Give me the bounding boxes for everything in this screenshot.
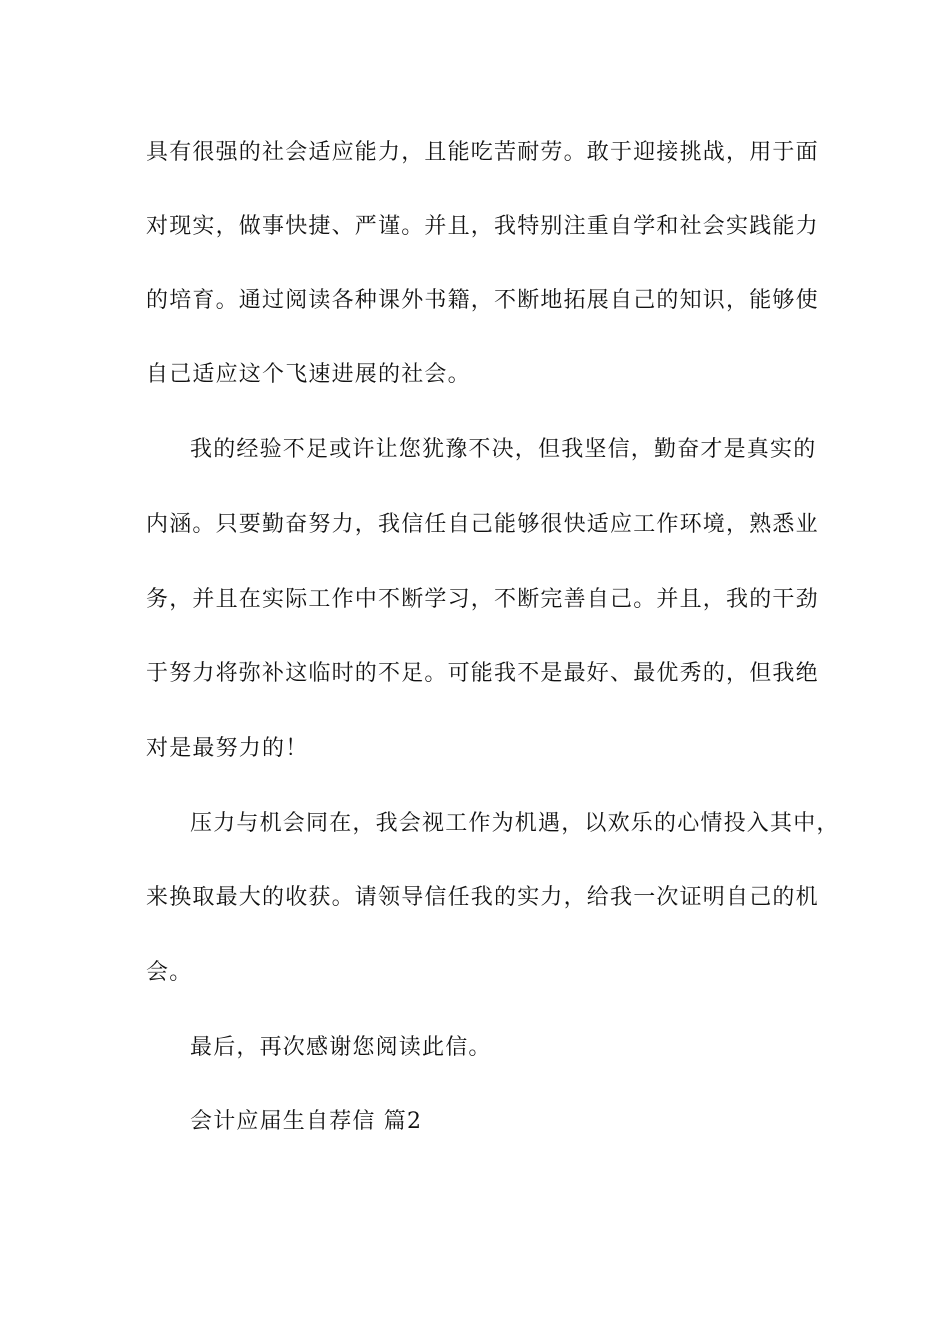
text-line: 对是最努力的！ — [146, 736, 309, 761]
text-line: 内涵。只要勤奋努力，我信任自己能够很快适应工作环境，熟悉业 — [146, 512, 819, 537]
text-line: 自己适应这个飞速进展的社会。 — [146, 362, 471, 387]
paragraph-start-line: 我的经验不足或许让您犹豫不决，但我坚信，勤奋才是真实的 — [190, 437, 817, 462]
text-line: 务，并且在实际工作中不断学习，不断完善自己。并且，我的干劲 — [146, 587, 819, 612]
text-line: 的培育。通过阅读各种课外书籍，不断地拓展自己的知识，能够使 — [146, 288, 819, 313]
text-line: 对现实，做事快捷、严谨。并且，我特别注重自学和社会实践能力 — [146, 214, 819, 239]
text-line: 会。 — [146, 960, 193, 985]
section-heading: 会计应届生自荐信 篇2 — [190, 1109, 423, 1134]
text-line: 于努力将弥补这临时的不足。可能我不是最好、最优秀的，但我绝 — [146, 661, 819, 686]
paragraph-start-line: 压力与机会同在，我会视工作为机遇，以欢乐的心情投入其中， — [190, 811, 840, 836]
closing-line: 最后，再次感谢您阅读此信。 — [190, 1035, 492, 1060]
text-line: 来换取最大的收获。请领导信任我的实力，给我一次证明自己的机 — [146, 885, 819, 910]
text-line: 具有很强的社会适应能力，且能吃苦耐劳。敢于迎接挑战，用于面 — [146, 140, 819, 165]
